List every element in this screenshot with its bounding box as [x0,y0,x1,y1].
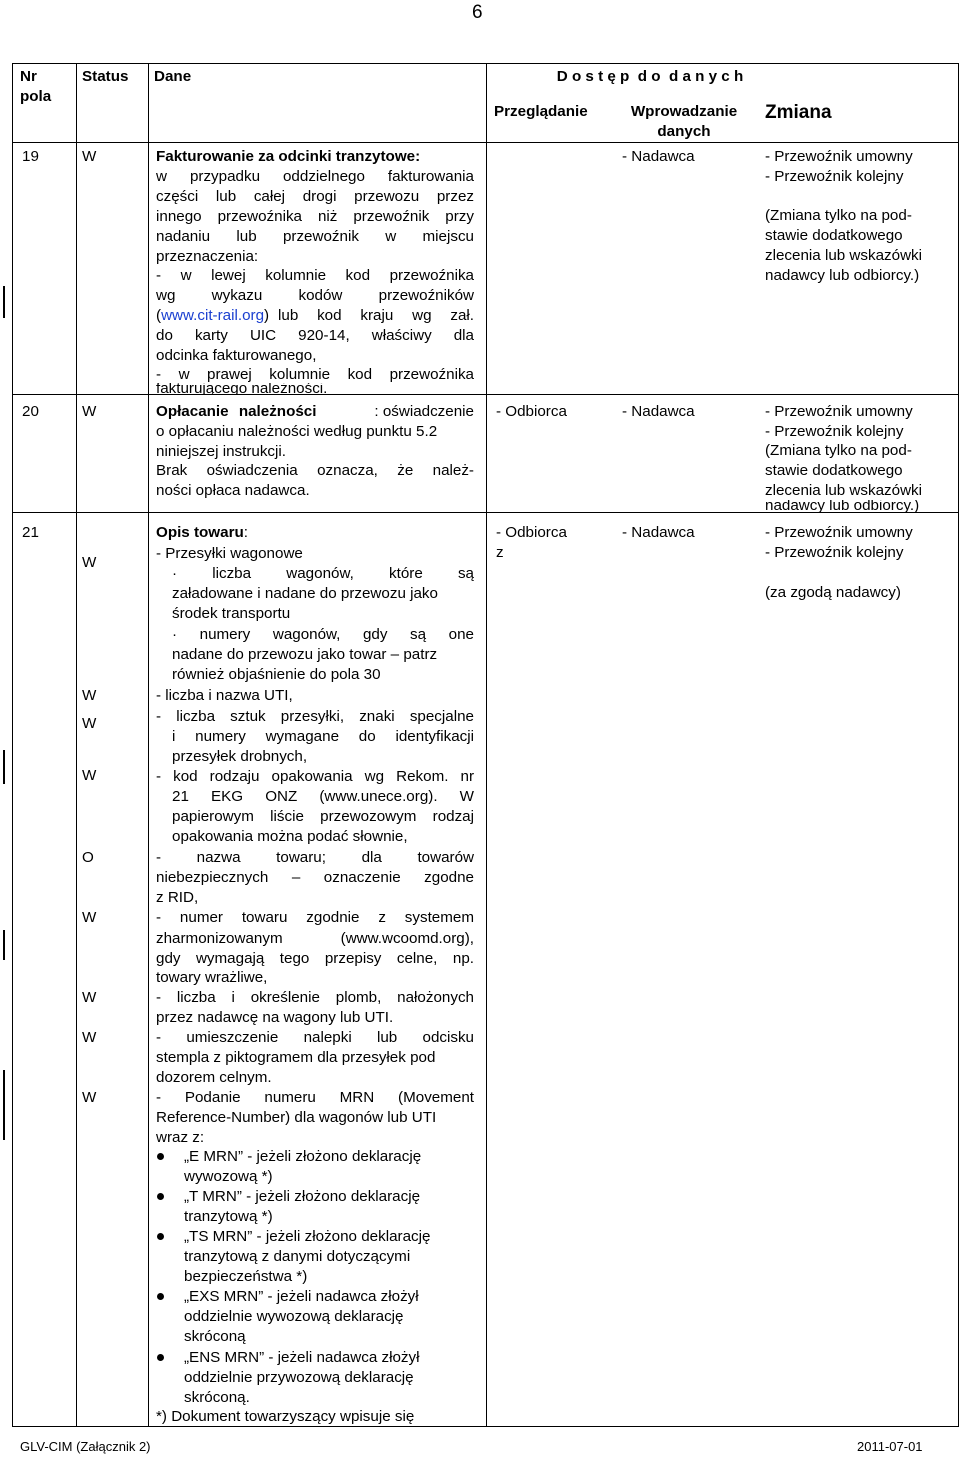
header-przegladanie: Przeglądanie [494,103,588,120]
footer-left: GLV-CIM (Załącznik 2) [20,1439,151,1454]
row-20-nr: 20 [22,403,39,420]
mrn-item: bezpieczeństwa *) [184,1268,308,1285]
col-divider-access [486,63,487,1426]
row-21-text-line: - Podanie numeru MRN (Movement [156,1089,474,1106]
row-21-text-line: niebezpiecznych – oznaczenie zgodne [156,869,474,886]
row-19-text-line: innego przewoźnika niż przewoźnik przy [156,208,474,225]
mrn-item: oddzielnie przywozową deklarację [184,1369,414,1386]
page-number: 6 [472,2,483,23]
row-20-status: W [82,403,97,420]
row-21-status: O [82,849,94,866]
header-nr-pola-line2: pola [20,88,52,105]
row-21-zmiana: (za zgodą nadawcy) [765,584,901,601]
header-nr-pola-line1: Nr [20,68,37,85]
row-20-text-line: o opłacaniu należności według punktu 5.2 [156,423,438,440]
row-21-footnote: *) Dokument towarzyszący wpisuje się [156,1408,415,1425]
row-19-zmiana: - Przewoźnik kolejny [765,168,904,185]
row-21-text-line: - kod rodzaju opakowania wg Rekom. nr [156,768,474,785]
row-19-title: Fakturowanie za odcinki tranzytowe: [156,148,421,165]
row-20-title-line [156,402,474,422]
row-21-text-line: towary wrażliwe, [156,969,268,986]
row-21-text-line: środek transportu [172,605,291,622]
row-20-text-line: niniejszej instrukcji. [156,443,286,460]
mrn-item: skróconą. [184,1389,250,1406]
row-21-title-line [156,523,248,543]
row-21-text-line: dozorem celnym. [156,1069,272,1086]
header-wprowadzanie-line2: danych [657,123,711,140]
mrn-item: tranzytową *) [184,1208,273,1225]
row-21-nr: 21 [22,524,39,541]
table-right-border [958,63,959,1426]
row-21-text-line: przez nadawcę na wagony lub UTI. [156,1009,394,1026]
row-20-text-line: Brak oświadczenia oznacza, że należ- [156,462,474,479]
row-21-status: W [82,1089,97,1106]
row-21-text-line: - nazwa towaru; dla towarów [156,849,474,866]
row-21-text-line: również objaśnienie do pola 30 [172,666,381,683]
row-21-text-line: · liczba wagonów, które są [172,565,474,582]
row-20-zmiana: zlecenia lub wskazówki [765,482,923,499]
row-21-text-line: - liczba i nazwa UTI, [156,687,293,704]
row-21-text-line: - numer towaru zgodnie z systemem [156,909,474,926]
margin-change-bar [3,750,5,784]
margin-change-bar [3,930,5,960]
row-19-link-line [156,306,474,326]
link-after-text: lub kod kraju wg zał. [278,307,474,324]
row-21-text-line: - liczba i określenie plomb, nałożonych [156,989,474,1006]
row-20-text-line: ności opłaca nadawca. [156,482,310,499]
bullet-icon [157,1193,164,1200]
row-21-text-line: wraz z: [156,1129,205,1146]
row-20-zmiana: nadawcy lub odbiorcy.) [765,500,920,512]
row-19-text-line: w przypadku oddzielnego fakturowania [156,168,474,185]
row-21-text-line: stempla z piktogramem dla przesyłek pod [156,1049,436,1066]
row-21-status: W [82,989,97,1006]
row-21-text-line: papierowym liście przewozowym rodzaj [172,808,474,825]
row-19-text-line-last: fakturującego należności. [156,383,328,395]
col-divider-dane [148,63,149,1426]
row-19-text-line: - w prawej kolumnie kod przewoźnika [156,366,474,383]
row-20-title-rest: : oświadczenie [374,403,474,420]
row-21-zmiana: - Przewoźnik umowny [765,524,913,541]
link-open-paren: ( [156,307,162,324]
row-21-text-line: opakowania można podać słownie, [172,828,408,845]
row-21-text-line: przesyłek drobnych, [172,748,308,765]
margin-change-bar [3,1070,5,1140]
row-20-zmiana: - Przewoźnik umowny [765,403,913,420]
row-21-text-line: - Przesyłki wagonowe [156,545,303,562]
mrn-item: „EXS MRN” - jeżeli nadawca złożył [184,1288,419,1305]
row-21-status: W [82,909,97,926]
row-21-zmiana: - Przewoźnik kolejny [765,544,904,561]
row-21-text-line: z RID, [156,889,199,906]
row-19-zmiana: (Zmiana tylko na pod- [765,207,912,224]
row-21-text-line: - umieszczenie nalepki lub odcisku [156,1029,474,1046]
table-bottom-border [12,1426,959,1427]
bullet-icon [157,1153,164,1160]
table-left-border [12,63,13,1426]
row-19-text-line: wg wykazu kodów przewoźników [156,287,474,304]
mrn-item: „ENS MRN” - jeżeli nadawca złożył [184,1349,420,1366]
header-dostep-do-danych: D o s t ę p d o d a n y c h [556,68,744,85]
row-20-przegladanie: - Odbiorca [496,403,567,420]
row-19-text-line: odcinka fakturowanego, [156,347,317,364]
header-zmiana: Zmiana [765,102,832,123]
bullet-icon [157,1354,164,1361]
row-19-text-line: do karty UIC 920-14, właściwy dla [156,327,474,344]
row-21-status: W [82,1029,97,1046]
footer-right: 2011-07-01 [857,1439,923,1454]
col-divider-status [76,63,77,1426]
row-21-text-line: i numery wymagane do identyfikacji [172,728,474,745]
row-21-text-line: 21 EKG ONZ (www.unece.org). W [172,788,474,805]
row-20-zmiana: stawie dodatkowego [765,462,903,479]
row-21-status: W [82,767,97,784]
row-19-zmiana: stawie dodatkowego [765,227,903,244]
header-status: Status [82,68,129,85]
row-20-zmiana: (Zmiana tylko na pod- [765,442,912,459]
row-21-text-line: gdy wymagają tego przepisy celne, np. [156,950,474,967]
mrn-item: „TS MRN” - jeżeli złożono deklarację [184,1228,431,1245]
row-19-nr: 19 [22,148,39,165]
row-19-text-line: części lub całej drogi przewozu przez [156,188,474,205]
row-19-zmiana: nadawcy lub odbiorcy.) [765,267,920,284]
link-close-paren: ) [264,307,270,324]
mrn-item: oddzielnie wywozową deklarację [184,1308,404,1325]
row-21-wprowadzanie: - Nadawca [622,524,695,541]
mrn-item: skróconą [184,1328,246,1345]
header-dane: Dane [154,68,192,85]
row-19-text-line: - w lewej kolumnie kod przewoźnika [156,267,474,284]
mrn-item: tranzytową z danymi dotyczącymi [184,1248,411,1265]
row-20-wprowadzanie: - Nadawca [622,403,695,420]
row-19-text-line: przeznaczenia: [156,248,259,265]
row-20-zmiana: - Przewoźnik kolejny [765,423,904,440]
row-19-zmiana: - Przewoźnik umowny [765,148,913,165]
margin-change-bar [3,286,5,318]
row-21-title: Opis towaru [156,524,244,541]
row-21-text-line: zharmonizowanym (www.wcoomd.org), [156,930,474,947]
row-21-text-line: Reference-Number) dla wagonów lub UTI [156,1109,437,1126]
row-19-wprowadzanie: - Nadawca [622,148,695,165]
row-20-title: Opłacanie należności [156,403,317,420]
bullet-icon [157,1293,164,1300]
header-wprowadzanie-line1: Wprowadzanie [630,103,738,120]
row-21-status: W [82,715,97,732]
row-21-przegladanie: z [496,544,504,561]
row-19-text-line: nadaniu lub przewoźnik w miejscu [156,228,474,245]
mrn-item: wywozową *) [184,1168,273,1185]
row-21-status: W [82,554,97,571]
row-21-przegladanie: - Odbiorca [496,524,567,541]
row-19-status: W [82,148,97,165]
row-21-text-line: · numery wagonów, gdy są one [172,626,474,643]
mrn-item: „T MRN” - jeżeli złożono deklarację [184,1188,421,1205]
mrn-item: „E MRN” - jeżeli złożono deklarację [184,1148,422,1165]
row-21-text-line: załadowane i nadane do przewozu jako [172,585,438,602]
row-21-status: W [82,687,97,704]
row-21-text-line: nadane do przewozu jako towar – patrz [172,646,438,663]
bullet-icon [157,1233,164,1240]
row-19-zmiana: zlecenia lub wskazówki [765,247,923,264]
row-21-title-colon: : [243,524,248,541]
cit-rail-link[interactable]: www.cit-rail.org [161,307,265,324]
row-21-text-line: - liczba sztuk przesyłki, znaki specjalne [156,708,474,725]
